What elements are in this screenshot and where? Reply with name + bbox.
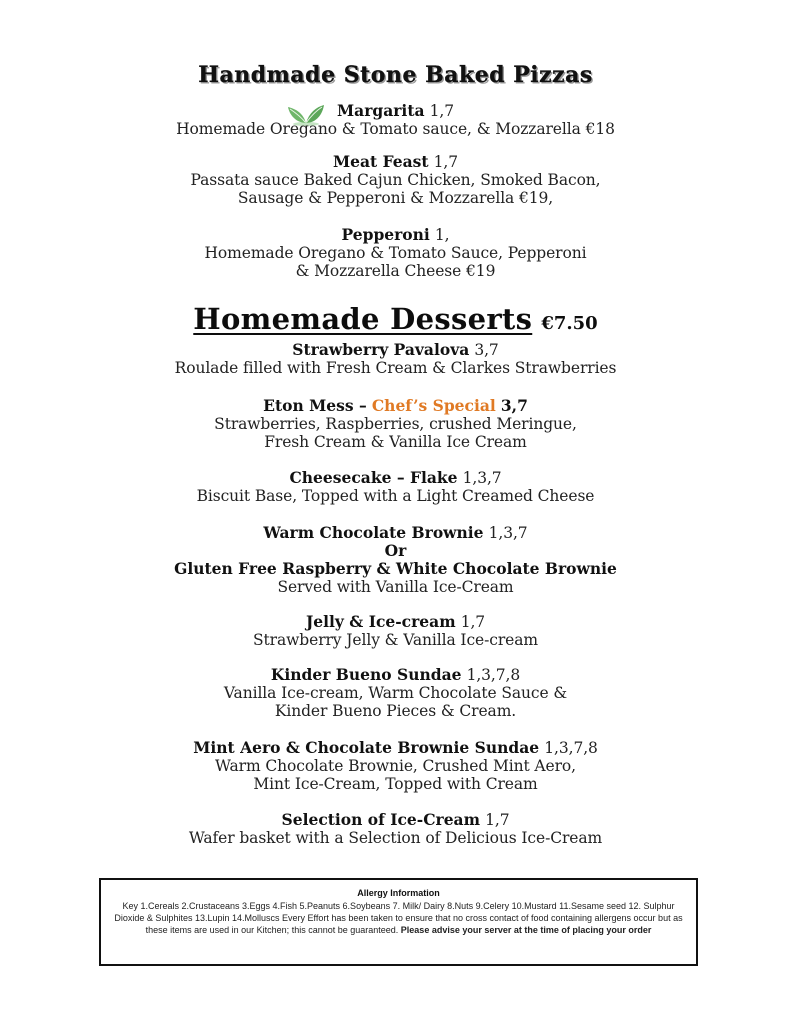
allergen-codes: 1,3,7,8 bbox=[544, 739, 598, 757]
desserts-heading bbox=[0, 302, 791, 336]
item-description: Mint Ice-Cream, Topped with Cream bbox=[253, 775, 538, 793]
allergy-advise-text: Please advise your server at the time of placing your order bbox=[400, 925, 652, 935]
allergen-codes: 1,3,7 bbox=[488, 524, 528, 542]
item-description: Biscuit Base, Topped with a Light Creamed Cheese bbox=[196, 487, 595, 505]
dessert-item-eton-mess bbox=[0, 396, 791, 451]
allergy-key-text: Key 1.Cereals 2.Crustaceans 3.Eggs 4.Fish 5.Peanuts 6.Soybeans 7. Milk/ Dairy 8.Nuts 9.Celery 10.Mustard 11.Sesame seed 12. Sulphur Dioxide & Sulphites 13.Lupin 14.Molluscs Every Effort has been taken to ensure that no cross contact of food containing allergens occur but as these items are used in our Kitchen; this cannot be guaranteed. bbox=[114, 901, 683, 935]
pizza-item-pepperoni bbox=[0, 225, 791, 280]
allergen-codes: 1, bbox=[434, 226, 450, 244]
allergen-codes: 1,7 bbox=[433, 153, 459, 171]
allergy-title: Allergy Information bbox=[357, 888, 440, 898]
dessert-item-jelly bbox=[0, 612, 791, 649]
allergy-text bbox=[109, 900, 688, 936]
allergen-codes: 3,7 bbox=[474, 341, 499, 359]
item-description: Homemade Oregano & Tomato sauce, & Mozzarella €18 bbox=[176, 120, 615, 138]
item-name: Kinder Bueno Sundae bbox=[270, 665, 462, 684]
item-description: Strawberry Jelly & Vanilla Ice-cream bbox=[253, 631, 538, 649]
item-name: Eton Mess – bbox=[263, 396, 367, 415]
desserts-title: Homemade Desserts bbox=[193, 302, 533, 336]
pizza-section-title: Handmade Stone Baked Pizzas bbox=[198, 62, 593, 88]
item-name: Warm Chocolate Brownie bbox=[263, 523, 484, 542]
allergy-info-box bbox=[99, 878, 698, 966]
item-description: Kinder Bueno Pieces & Cream. bbox=[274, 702, 517, 720]
allergen-codes: 1,3,7,8 bbox=[466, 666, 521, 684]
item-description: Sausage & Pepperoni & Mozzarella €19, bbox=[237, 189, 554, 207]
dessert-item-mint-aero bbox=[0, 738, 791, 793]
dessert-item-strawberry-pavalova bbox=[0, 340, 791, 377]
allergen-codes: 1,7 bbox=[429, 102, 454, 120]
item-description: Warm Chocolate Brownie, Crushed Mint Aero, bbox=[215, 757, 576, 775]
or-label: Or bbox=[384, 541, 407, 560]
item-description: Vanilla Ice-cream, Warm Chocolate Sauce & bbox=[223, 684, 568, 702]
item-description: Roulade filled with Fresh Cream & Clarkes Strawberries bbox=[174, 359, 617, 377]
item-name: Pepperoni bbox=[341, 225, 430, 244]
dessert-item-ice-cream-selection bbox=[0, 810, 791, 847]
allergen-codes: 1,7 bbox=[485, 811, 510, 829]
item-name: Strawberry Pavalova bbox=[292, 340, 470, 359]
allergen-codes: 3,7 bbox=[500, 396, 528, 415]
dessert-item-brownie bbox=[0, 523, 791, 596]
dessert-item-kinder-bueno bbox=[0, 665, 791, 720]
allergen-codes: 1,7 bbox=[460, 613, 486, 631]
allergen-codes: 1,3,7 bbox=[462, 469, 502, 487]
item-name: Selection of Ice-Cream bbox=[281, 810, 481, 829]
item-description: Fresh Cream & Vanilla Ice Cream bbox=[264, 433, 527, 451]
item-name: Mint Aero & Chocolate Brownie Sundae bbox=[193, 738, 540, 757]
chefs-special-label: Chef’s Special bbox=[371, 396, 496, 415]
item-name: Meat Feast bbox=[332, 152, 429, 171]
item-name: Cheesecake – Flake bbox=[289, 468, 458, 487]
alt-item-name: Gluten Free Raspberry & White Chocolate Brownie bbox=[174, 559, 617, 578]
dessert-item-cheesecake bbox=[0, 468, 791, 505]
item-description: & Mozzarella Cheese €19 bbox=[295, 262, 496, 280]
item-description: Wafer basket with a Selection of Delicious Ice-Cream bbox=[188, 829, 603, 847]
item-description: Passata sauce Baked Cajun Chicken, Smoked Bacon, bbox=[190, 171, 601, 189]
item-name: Jelly & Ice-cream bbox=[305, 612, 456, 631]
item-description: Strawberries, Raspberries, crushed Meringue, bbox=[214, 415, 577, 433]
desserts-price: €7.50 bbox=[541, 313, 598, 334]
item-description: Homemade Oregano & Tomato Sauce, Pepperoni bbox=[204, 244, 587, 262]
pizza-item-meat-feast bbox=[0, 152, 791, 207]
item-description: Served with Vanilla Ice-Cream bbox=[277, 578, 514, 596]
item-name: Margarita bbox=[337, 101, 425, 120]
pizza-item-margarita bbox=[0, 101, 791, 138]
